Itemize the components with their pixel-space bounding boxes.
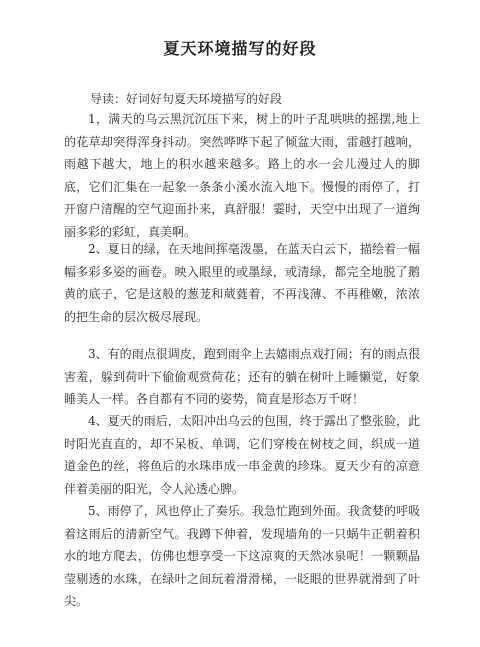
intro-line: 导读：好词好句夏天环境描写的好段	[90, 92, 283, 106]
page-title: 夏天环境描写的好段	[163, 39, 317, 58]
paragraph-2: 2、夏日的绿，在天地间挥毫泼墨，在蓝天白云下，描绘着一幅幅多彩多姿的画卷。映入眼里的或墨绿，或清绿，都完全地脱了鹅黄的底子，它是这般的葱茏和葳蕤着，不再浅薄、不再稚嫩，浓浓的把生命的层次极尽展现。	[64, 242, 420, 324]
paragraph-1: 1，满天的乌云黑沉沉压下来，树上的叶子乱哄哄的摇摆,地上的花草却突得浑身抖动。突然哗哗下起了倾盆大雨，雷越打越响，雨越下越大，地上的积水越来越多。路上的水一会儿漫过人的脚底，它们汇集在一起象一条条小溪水流入地下。慢慢的雨停了，打开窗户清醒的空气迎面扑来，真舒服！霎时，天空中出现了一道绚丽多彩的彩虹，真美啊。	[64, 112, 420, 239]
paragraph-4: 4、夏天的雨后，太阳冲出乌云的包围，终于露出了整张脸，此时阳光直直的，却不呆板、单调，它们穿梭在树枝之间，织成一道道金色的丝，将鱼后的水珠串成一串金黄的珍珠。夏天少有的凉意伴着美丽的阳光，令人沁透心脾。	[64, 414, 420, 496]
paragraph-3: 3、有的雨点很调皮，跑到雨伞上去嬉雨点戏打闹；有的雨点很害羞，躲到荷叶下偷偷观赏荷花；还有的躺在树叶上睡懒觉，好象睡美人一样。各自都有不同的姿势，简直是形态万千呀！	[64, 347, 420, 406]
paragraph-5: 5、雨停了，风也停止了奏乐。我急忙跑到外面。我贪婪的呼吸着这雨后的清新空气。我蹲下伸着，发现墙角的一只蜗牛正朝着积水的地方爬去，仿佛也想享受一下这凉爽的天然冰泉呢！一颗颗晶莹剔透的水珠，在绿叶之间玩着滑滑梯，一眨眼的世界就滑到了叶尖。	[64, 504, 420, 608]
